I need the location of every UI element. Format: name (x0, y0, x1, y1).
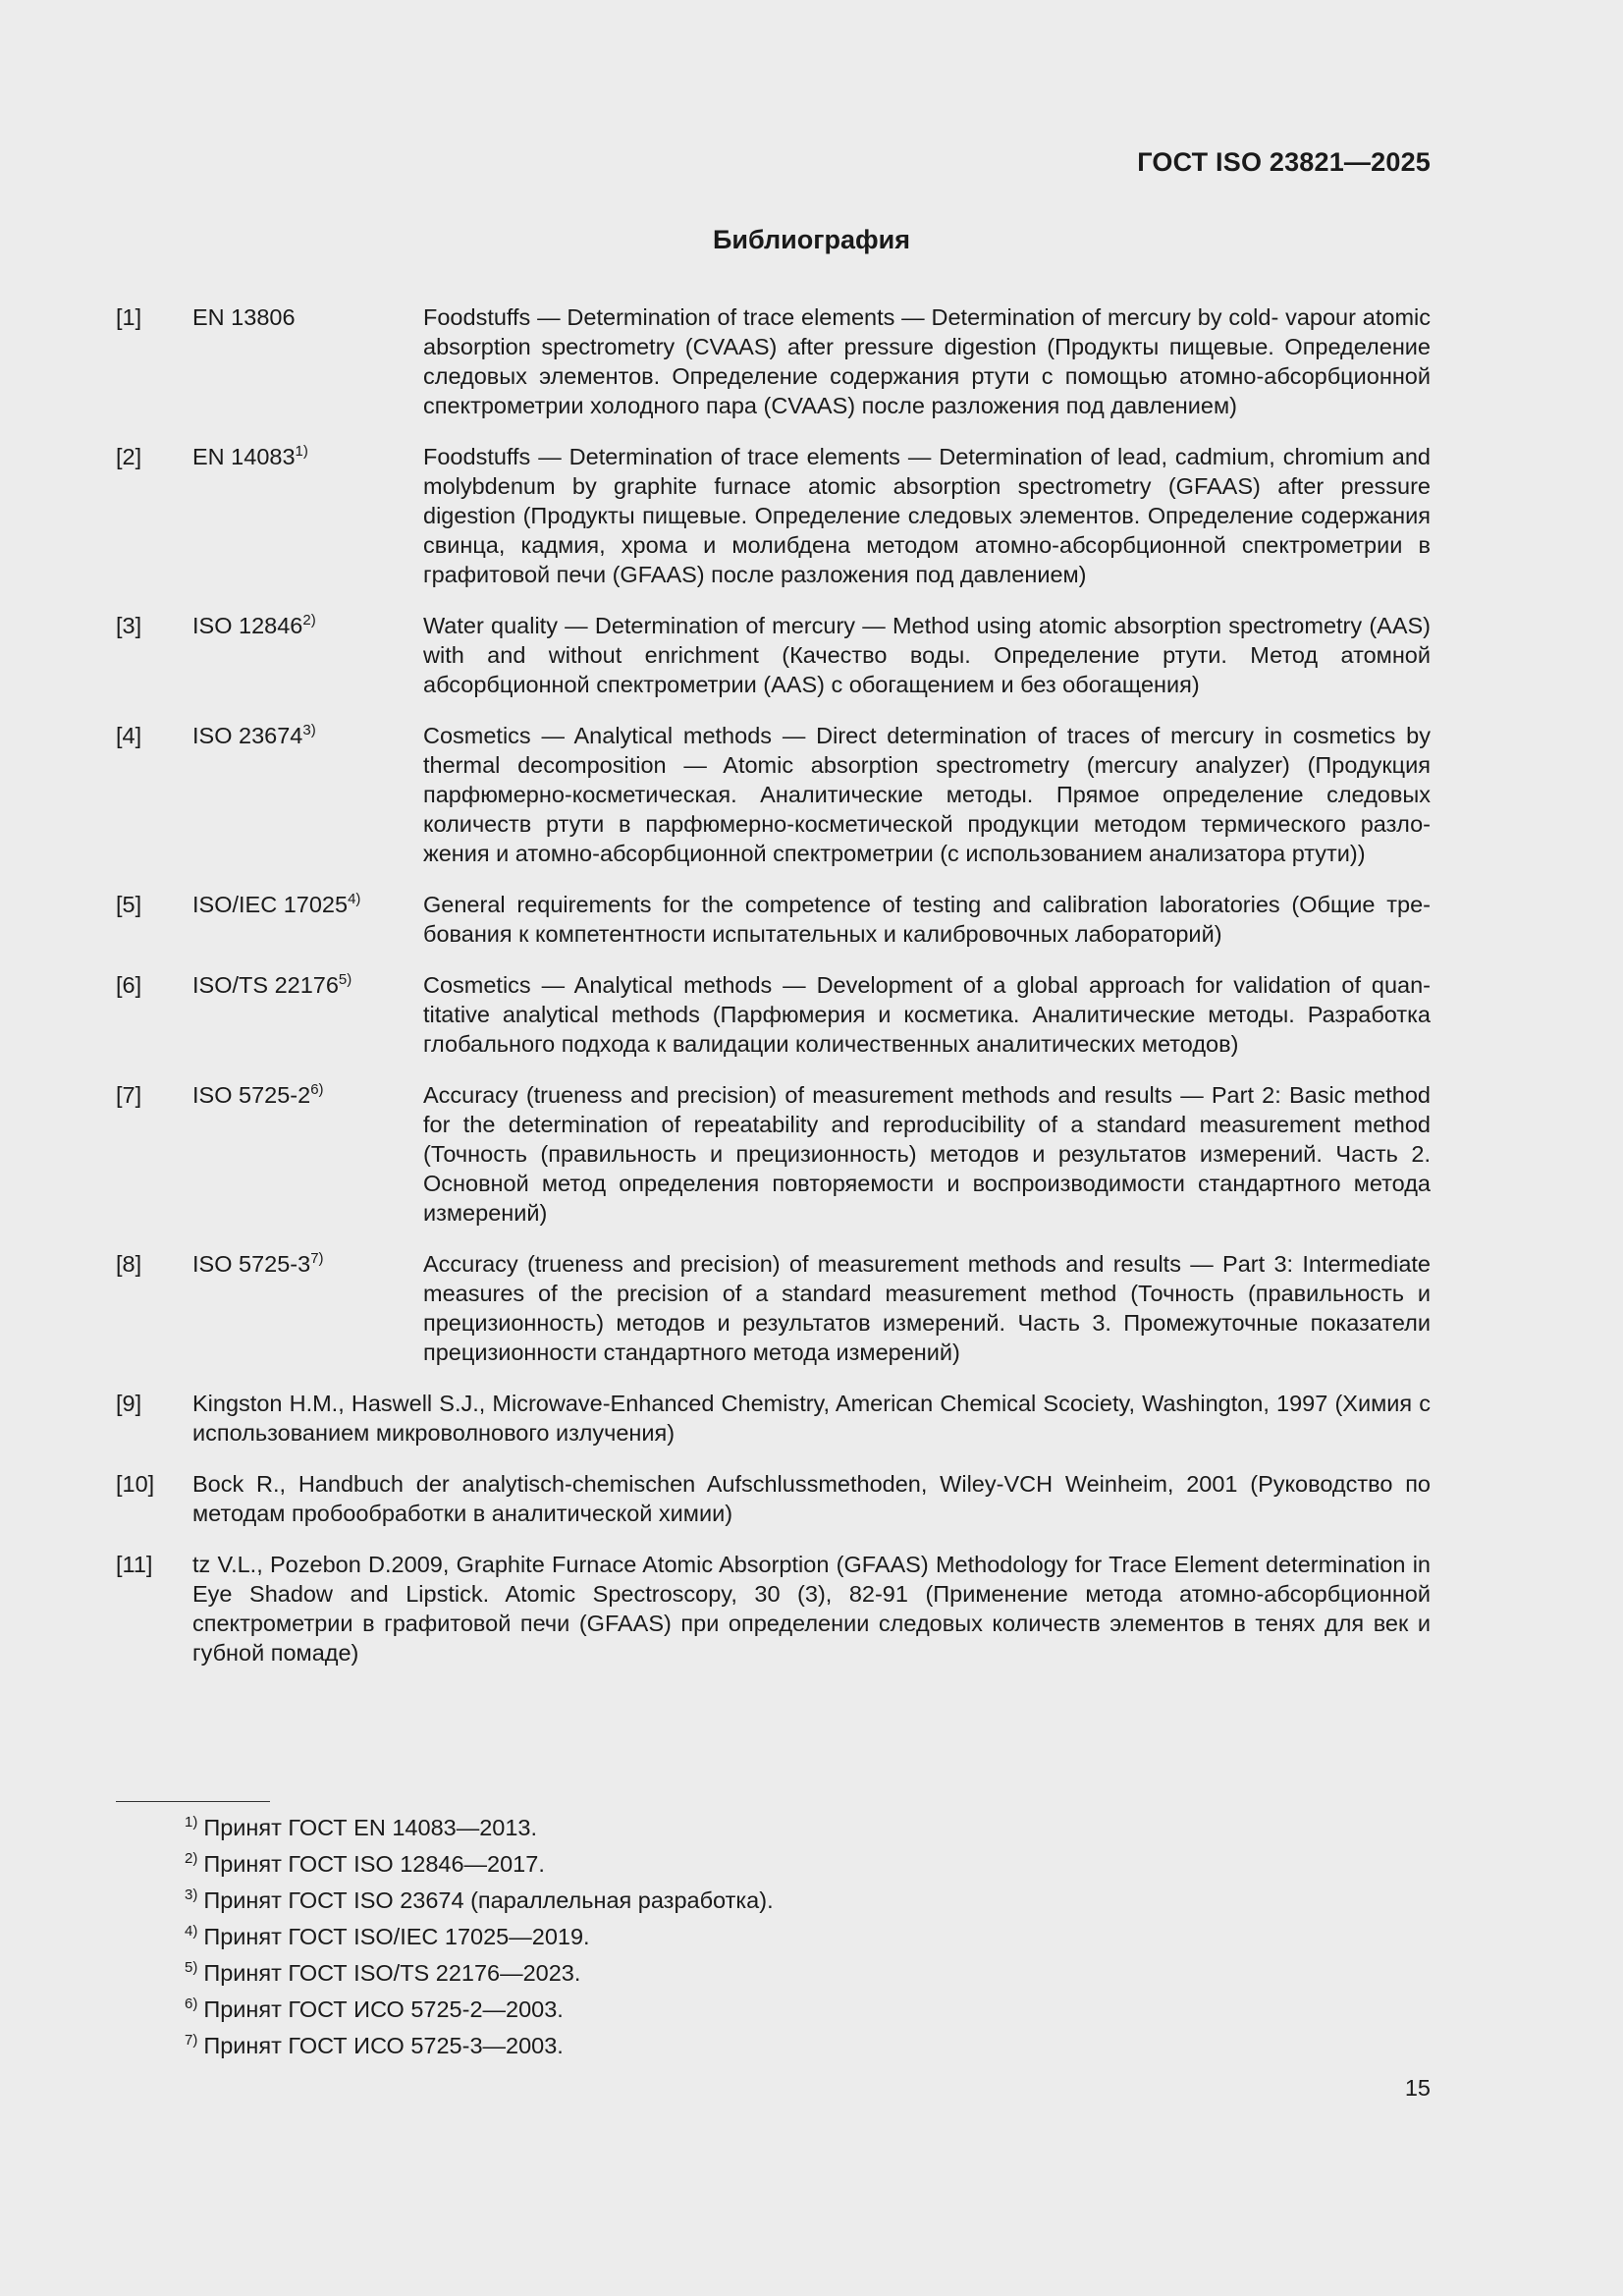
footnote-ref: 5) (338, 971, 352, 988)
entry-number: [3] (116, 613, 142, 638)
entry-number: [2] (116, 444, 142, 469)
entry-code: EN 13806 (192, 304, 296, 330)
entry-text: General requirements for the competence of testing and calibration laboratories (Общие требования к компетентности испытательных и калибровочных лабораторий) (423, 892, 1431, 947)
bib-entry-9 (116, 1389, 1431, 1448)
footnote-ref: 4) (348, 891, 361, 907)
entry-code: ISO 5725-3$^{7)}$ (192, 1250, 324, 1277)
entry-text: tz V.L., Pozebon D.2009, Graphite Furnace Atomic Absorption (GFAAS) Methodology for Trace Element determination in Eye Shadow and Lipstick. Atomic Spectroscopy, 30 (3), 82-91 (Применение метода атомно-абсорбционной спектрометрии в графитовой печи (GFAAS) при определении следовых количеств элементов в тенях для век и губной помаде) (192, 1552, 1431, 1666)
page-number: 15 (1404, 2075, 1431, 2101)
bib-entry-1 (116, 302, 1431, 420)
entry-text: Foodstuffs — Determination of trace elements — Determination of mercury by cold- vapour atomic absorption spectrometry (CVAAS) after pressure digestion (Продукты пищевые. Определение следовых элементов. Определение содержания ртути с помощью атомно-абсорбционной спектрометрии холодного пара (CVAAS) после разложения под давлением) (423, 304, 1431, 418)
footnote-item: $^{2)}$ Принят ГОСТ ISO 12846—2017. (185, 1850, 545, 1877)
entry-text: Accuracy (trueness and precision) of measurement methods and results — Part 2: Basic method for the determination of repeatability and reproducibility of a standard measurement method (Точность (правильность и прецизионность) методов и результатов измерений. Часть 2. Основной метод определения повторяемости и воспроизводимости стандартного метода измерений) (423, 1082, 1431, 1226)
footnote-item: $^{1)}$ Принят ГОСТ EN 14083—2013. (185, 1814, 538, 1840)
entry-code: ISO 12846$^{2)}$ (192, 612, 316, 638)
entry-number: [4] (116, 723, 142, 748)
bib-entry-5 (116, 890, 1431, 949)
entry-number: [6] (116, 972, 142, 998)
entry-number: [11] (116, 1552, 153, 1577)
entry-code: ISO/IEC 17025$^{4)}$ (192, 891, 361, 917)
footnote-item: $^{7)}$ Принят ГОСТ ИСО 5725-3—2003. (185, 2032, 564, 2058)
bib-entry-6 (116, 970, 1431, 1059)
bib-entry-8 (116, 1249, 1431, 1367)
bib-entry-11 (116, 1550, 1431, 1667)
entry-code: EN 14083$^{1)}$ (192, 443, 308, 469)
bib-entry-3 (116, 611, 1431, 699)
bib-entry-2 (116, 442, 1431, 589)
entry-text: Cosmetics — Analytical methods — Development of a global approach for validation of quantitative analytical methods (Парфюмерия и косметика. Аналитические методы. Разработка глобального подхода к валидации количественных аналитических методов) (423, 972, 1431, 1057)
entry-number: [8] (116, 1251, 142, 1277)
footnote-item: $^{4)}$ Принят ГОСТ ISO/IEC 17025—2019. (185, 1923, 590, 1949)
footnote-separator (116, 1801, 270, 1802)
entry-text: Bock R., Handbuch der analytisch-chemischen Aufschlussmethoden, Wiley-VCH Weinheim, 2001 (Руководство по методам пробообработки в аналитической химии) (192, 1471, 1431, 1526)
bib-entry-4 (116, 721, 1431, 868)
footnote-ref: 2) (302, 612, 316, 629)
footnotes (185, 1810, 774, 2064)
entry-code: ISO 23674$^{3)}$ (192, 722, 316, 748)
footnote-item: $^{3)}$ Принят ГОСТ ISO 23674 (параллельная разработка). (185, 1886, 774, 1913)
footnote-ref: 1) (295, 443, 308, 460)
entry-text: Accuracy (trueness and precision) of measurement methods and results — Part 3: Intermediate measures of the precision of a standard measurement method (Точность (правильность и прецизионность) методов и результатов измерений. Часть 3. Промежуточные показатели прецизионности стандартного метода измерений) (423, 1251, 1431, 1365)
footnote-ref: 6) (310, 1081, 324, 1098)
bibliography-title: Библиография (713, 225, 910, 254)
bib-entry-7 (116, 1080, 1431, 1228)
footnote-ref: 7) (310, 1250, 324, 1267)
entry-code: ISO 5725-2$^{6)}$ (192, 1081, 324, 1108)
entry-code: ISO/TS 22176$^{5)}$ (192, 971, 352, 998)
document-code: ГОСТ ISO 23821—2025 (1137, 147, 1431, 177)
entry-number: [5] (116, 892, 142, 917)
footnote-item: $^{6)}$ Принят ГОСТ ИСО 5725-2—2003. (185, 1995, 564, 2022)
footnote-item: $^{5)}$ Принят ГОСТ ISO/TS 22176—2023. (185, 1959, 581, 1986)
entry-number: [10] (116, 1471, 155, 1497)
bib-entry-10 (116, 1469, 1431, 1528)
bibliography-list (116, 302, 1431, 1689)
entry-number: [1] (116, 304, 142, 330)
entry-number: [7] (116, 1082, 142, 1108)
entry-text: Foodstuffs — Determination of trace elements — Determination of lead, cadmium, chromium and molybdenum by graphite furnace atomic absorption spectrometry (GFAAS) after pressure digestion (Продукты пищевые. Определение следовых элементов. Определение содержания свинца, кадмия, хрома и молибдена методом атомно-абсорбционной спектрометрии в графитовой печи (GFAAS) после разложения под давлением) (423, 444, 1431, 587)
entry-number: [9] (116, 1391, 142, 1416)
entry-text: Water quality — Determination of mercury — Method using atomic absorption spectrometry (AAS) with and without enrichment (Качество воды. Определение ртути. Метод атомной абсорбционной спектрометрии (AAS) с обогащением и без обогащения) (423, 613, 1431, 697)
footnote-ref: 3) (302, 722, 316, 738)
entry-text: Cosmetics — Analytical methods — Direct determination of traces of mercury in cosmetics by thermal decomposition — Atomic absorption spectrometry (mercury analyzer) (Продукция парфюмерно-косметическая. Аналитические методы. Прямое определение следовых количеств ртути в парфюмерно-косметической продукции методом термического разложения и атомно-абсорбционной спектрометрии (с использованием анализатора ртути)) (423, 723, 1431, 866)
entry-text: Kingston H.M., Haswell S.J., Microwave-Enhanced Chemistry, American Chemical Scociety, Washington, 1997 (Химия с использованием микроволнового излучения) (192, 1391, 1431, 1446)
